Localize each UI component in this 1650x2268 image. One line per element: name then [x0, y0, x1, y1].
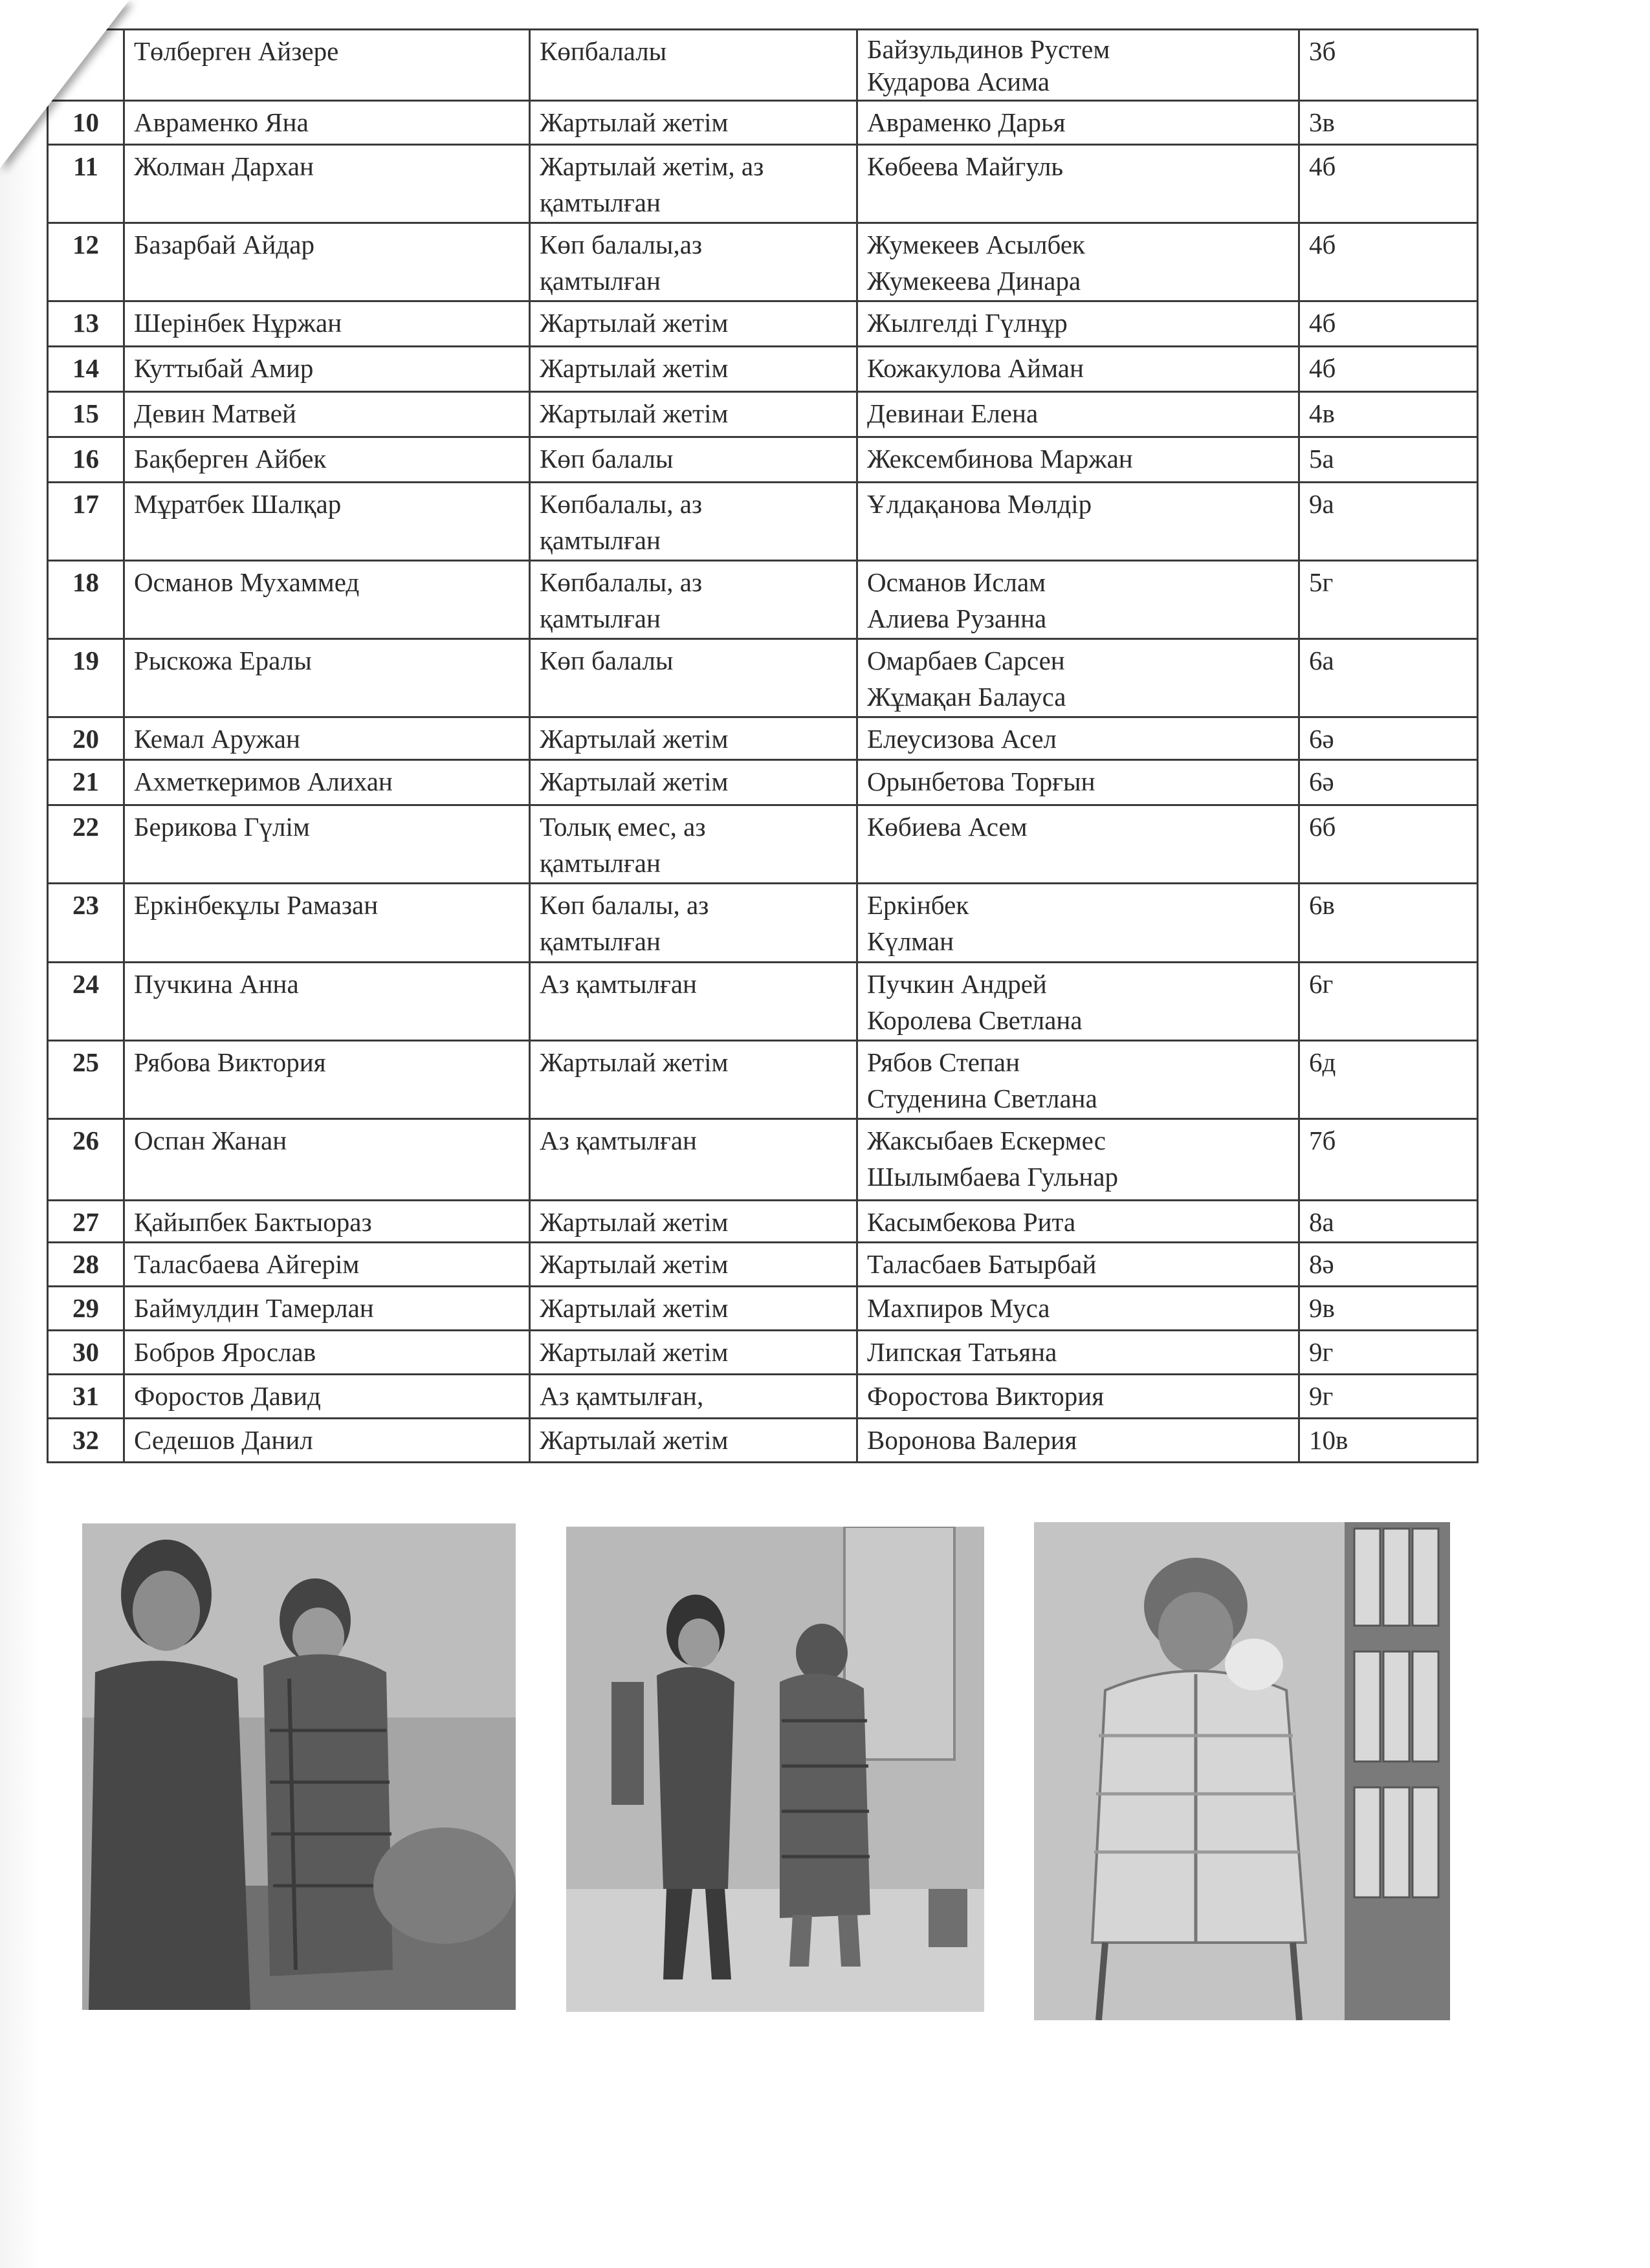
student-name: Ахметкеримов Алихан	[124, 760, 530, 805]
table-row	[48, 437, 1478, 483]
family-category: Жартылай жетім	[530, 1243, 857, 1287]
student-name: Қайыпбек Бактыораз	[124, 1201, 530, 1243]
table-row	[48, 1419, 1478, 1463]
family-category: Жартылай жетім	[530, 301, 857, 347]
class-label: 6в	[1299, 884, 1478, 963]
table-row	[48, 347, 1478, 392]
table-row	[48, 1331, 1478, 1375]
class-label: 5а	[1299, 437, 1478, 483]
family-category: Көп балалы	[530, 639, 857, 717]
row-number: 15	[48, 392, 124, 437]
row-number: 27	[48, 1201, 124, 1243]
class-label: 6г	[1299, 963, 1478, 1041]
class-label: 6ә	[1299, 760, 1478, 805]
photo-1	[82, 1523, 516, 2010]
family-category: Көпбалалы, аз қамтылған	[530, 483, 857, 561]
parent-names: Көбеева Майгуль	[857, 145, 1299, 223]
table-row	[48, 223, 1478, 301]
class-label: 8ә	[1299, 1243, 1478, 1287]
table-row	[48, 145, 1478, 223]
family-category: Жартылай жетім	[530, 1419, 857, 1463]
table-row	[48, 392, 1478, 437]
class-label: 4б	[1299, 223, 1478, 301]
beneficiary-table	[47, 28, 1479, 1463]
row-number: 21	[48, 760, 124, 805]
row-number: 23	[48, 884, 124, 963]
row-number: 13	[48, 301, 124, 347]
student-name: Девин Матвей	[124, 392, 530, 437]
parent-names: Омарбаев Сарсен Жұмақан Балауса	[857, 639, 1299, 717]
row-number: 30	[48, 1331, 124, 1375]
family-category: Көп балалы, аз қамтылған	[530, 884, 857, 963]
parent-names: Ұлдақанова Мөлдір	[857, 483, 1299, 561]
parent-names: Еркінбек Күлман	[857, 884, 1299, 963]
student-name: Рыскожа Ералы	[124, 639, 530, 717]
class-label: 8а	[1299, 1201, 1478, 1243]
student-name: Рябова Виктория	[124, 1041, 530, 1119]
parent-names: Касымбекова Рита	[857, 1201, 1299, 1243]
row-number: 14	[48, 347, 124, 392]
row-number: 17	[48, 483, 124, 561]
class-label: 4в	[1299, 392, 1478, 437]
family-category: Жартылай жетім	[530, 1331, 857, 1375]
student-name: Базарбай Айдар	[124, 223, 530, 301]
row-number: 31	[48, 1375, 124, 1419]
class-label: 10в	[1299, 1419, 1478, 1463]
table-row	[48, 301, 1478, 347]
row-number: 10	[48, 101, 124, 145]
row-number: 20	[48, 717, 124, 760]
family-category: Жартылай жетім, аз қамтылған	[530, 145, 857, 223]
student-name: Седешов Данил	[124, 1419, 530, 1463]
class-label: 6д	[1299, 1041, 1478, 1119]
parent-names: Жумекеев Асылбек Жумекеева Динара	[857, 223, 1299, 301]
family-category: Аз қамтылған	[530, 963, 857, 1041]
class-label: 5г	[1299, 561, 1478, 639]
table-row	[48, 561, 1478, 639]
row-number: 12	[48, 223, 124, 301]
row-number: 22	[48, 805, 124, 884]
table-row	[48, 639, 1478, 717]
row-number: 19	[48, 639, 124, 717]
row-number: 11	[48, 145, 124, 223]
table-row	[48, 963, 1478, 1041]
family-category: Жартылай жетім	[530, 760, 857, 805]
student-name: Бобров Ярослав	[124, 1331, 530, 1375]
parent-names: Жаксыбаев Ескермес Шылымбаева Гульнар	[857, 1119, 1299, 1201]
class-label: 3в	[1299, 101, 1478, 145]
table-row	[48, 717, 1478, 760]
student-name: Кемал Аружан	[124, 717, 530, 760]
family-category: Көпбалалы, аз қамтылған	[530, 561, 857, 639]
table-row	[48, 805, 1478, 884]
class-label: 9г	[1299, 1375, 1478, 1419]
parent-names: Елеусизова Асел	[857, 717, 1299, 760]
parent-names: Кожакулова Айман	[857, 347, 1299, 392]
parent-names: Жексембинова Маржан	[857, 437, 1299, 483]
class-label: 4б	[1299, 145, 1478, 223]
student-name: Еркінбекұлы Рамазан	[124, 884, 530, 963]
teacher-fitting-jacket-icon	[82, 1523, 516, 2010]
student-name: Берикова Гүлім	[124, 805, 530, 884]
parent-names: Орынбетова Торғын	[857, 760, 1299, 805]
student-name: Оспан Жанан	[124, 1119, 530, 1201]
teacher-fitting-coat-icon	[566, 1527, 984, 2012]
class-label: 4б	[1299, 347, 1478, 392]
parent-names: Жылгелді Гүлнұр	[857, 301, 1299, 347]
student-name: Форостов Давид	[124, 1375, 530, 1419]
student-name: Шерінбек Нұржан	[124, 301, 530, 347]
table-row	[48, 483, 1478, 561]
girl-in-winter-coat-icon	[1034, 1522, 1450, 2020]
student-name: Пучкина Анна	[124, 963, 530, 1041]
table-row	[48, 760, 1478, 805]
table-row	[48, 1243, 1478, 1287]
row-number: 16	[48, 437, 124, 483]
student-name: Мұратбек Шалқар	[124, 483, 530, 561]
parent-names: Девинаи Елена	[857, 392, 1299, 437]
student-name: Төлберген Айзере	[124, 30, 530, 101]
family-category: Жартылай жетім	[530, 1201, 857, 1243]
parent-names: Воронова Валерия	[857, 1419, 1299, 1463]
table-row	[48, 884, 1478, 963]
table-row	[48, 1375, 1478, 1419]
row-number: 25	[48, 1041, 124, 1119]
class-label: 3б	[1299, 30, 1478, 101]
family-category: Көпбалалы	[530, 30, 857, 101]
parent-names: Рябов Степан Студенина Светлана	[857, 1041, 1299, 1119]
family-category: Жартылай жетім	[530, 347, 857, 392]
class-label: 9в	[1299, 1287, 1478, 1331]
class-label: 4б	[1299, 301, 1478, 347]
table-row	[48, 1041, 1478, 1119]
student-name: Авраменко Яна	[124, 101, 530, 145]
student-name: Куттыбай Амир	[124, 347, 530, 392]
student-name: Бақберген Айбек	[124, 437, 530, 483]
family-category: Аз қамтылған,	[530, 1375, 857, 1419]
row-number: 32	[48, 1419, 124, 1463]
family-category: Аз қамтылған	[530, 1119, 857, 1201]
parent-names: Авраменко Дарья	[857, 101, 1299, 145]
parent-names: Липская Татьяна	[857, 1331, 1299, 1375]
table-row	[48, 30, 1478, 101]
student-name: Османов Мухаммед	[124, 561, 530, 639]
parent-names: Османов Ислам Алиева Рузанна	[857, 561, 1299, 639]
parent-names: Махпиров Муса	[857, 1287, 1299, 1331]
photo-2	[566, 1527, 984, 2012]
row-number: 28	[48, 1243, 124, 1287]
photo-3	[1034, 1522, 1450, 2020]
row-number: 26	[48, 1119, 124, 1201]
family-category: Толық емес, аз қамтылған	[530, 805, 857, 884]
student-name: Жолман Дархан	[124, 145, 530, 223]
family-category: Көп балалы,аз қамтылған	[530, 223, 857, 301]
family-category: Жартылай жетім	[530, 101, 857, 145]
parent-names: Көбиева Асем	[857, 805, 1299, 884]
folded-corner	[0, 0, 129, 168]
class-label: 6а	[1299, 639, 1478, 717]
row-number: 24	[48, 963, 124, 1041]
class-label: 9а	[1299, 483, 1478, 561]
row-number: 29	[48, 1287, 124, 1331]
table-row	[48, 1119, 1478, 1201]
family-category: Жартылай жетім	[530, 1287, 857, 1331]
family-category: Жартылай жетім	[530, 1041, 857, 1119]
class-label: 7б	[1299, 1119, 1478, 1201]
student-name: Таласбаева Айгерім	[124, 1243, 530, 1287]
parent-names: Байзульдинов Рустем Кударова Асима	[857, 30, 1299, 101]
family-category: Көп балалы	[530, 437, 857, 483]
parent-names: Пучкин Андрей Королева Светлана	[857, 963, 1299, 1041]
family-category: Жартылай жетім	[530, 717, 857, 760]
class-label: 6ә	[1299, 717, 1478, 760]
parent-names: Таласбаев Батырбай	[857, 1243, 1299, 1287]
row-number: 18	[48, 561, 124, 639]
parent-names: Форостова Виктория	[857, 1375, 1299, 1419]
table-row	[48, 101, 1478, 145]
class-label: 6б	[1299, 805, 1478, 884]
student-name: Баймулдин Тамерлан	[124, 1287, 530, 1331]
class-label: 9г	[1299, 1331, 1478, 1375]
table-row	[48, 1201, 1478, 1243]
family-category: Жартылай жетім	[530, 392, 857, 437]
table-row	[48, 1287, 1478, 1331]
